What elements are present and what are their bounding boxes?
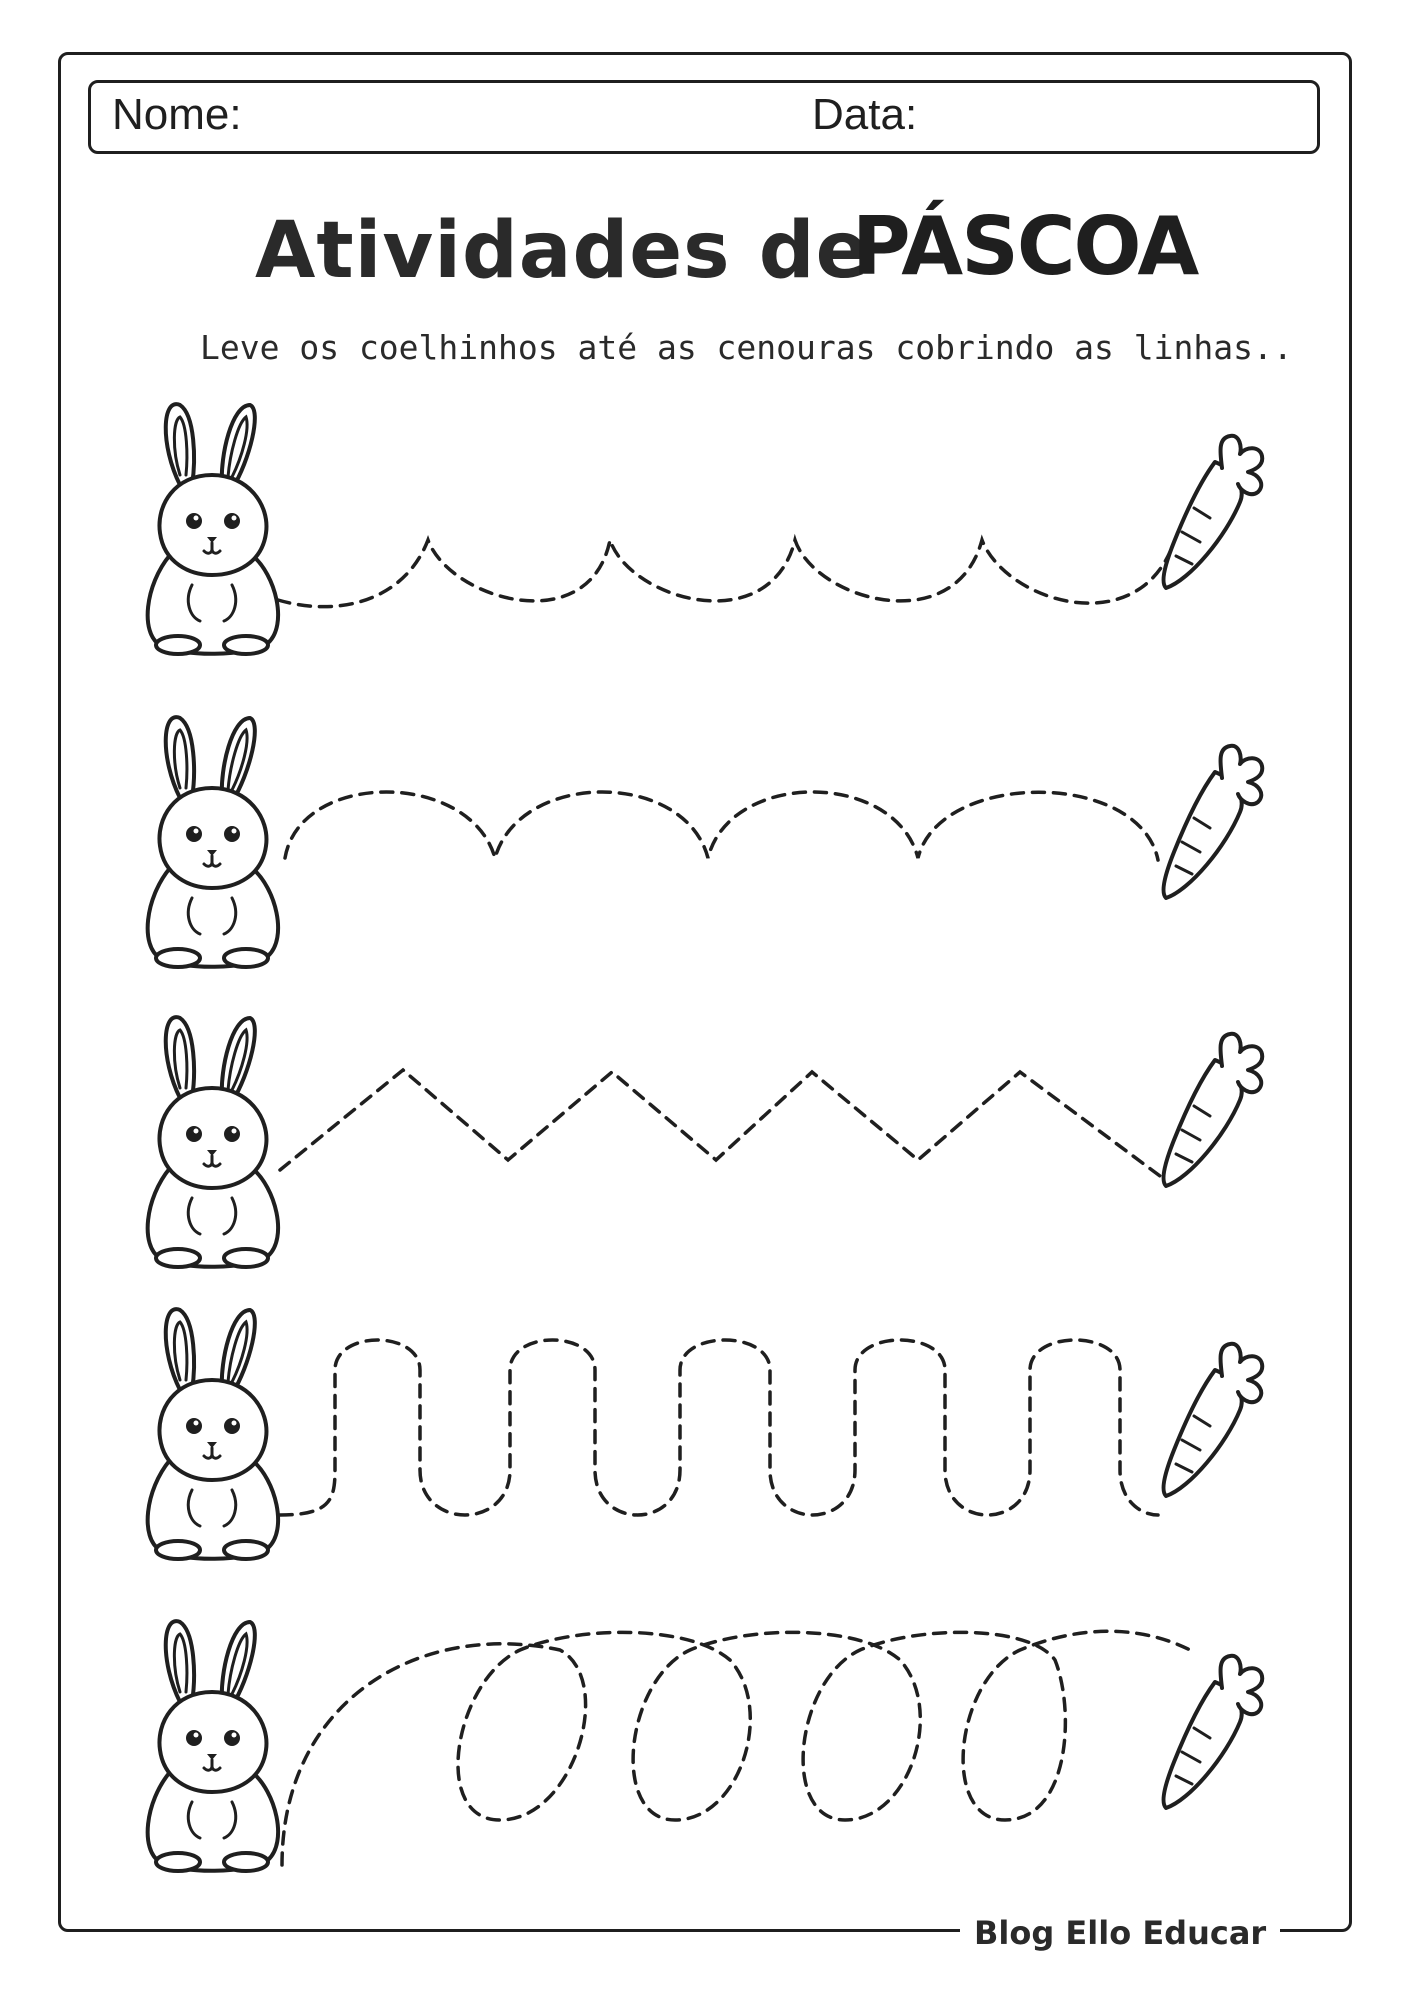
carrot-icon bbox=[1164, 1034, 1263, 1186]
bunny-icon bbox=[148, 404, 278, 654]
trace-path-2 bbox=[285, 792, 1158, 860]
carrot-icon bbox=[1164, 1656, 1263, 1808]
page-title: Atividades de bbox=[255, 206, 870, 296]
title-highlight: PÁSCOA bbox=[852, 200, 1198, 293]
carrot-icon bbox=[1164, 436, 1263, 588]
carrot-icon bbox=[1164, 746, 1263, 898]
carrot-icon bbox=[1164, 1344, 1263, 1496]
bunny-icon bbox=[148, 1621, 278, 1871]
name-label: Nome: bbox=[112, 90, 242, 139]
trace-path-1 bbox=[278, 540, 1170, 607]
trace-path-4 bbox=[280, 1340, 1158, 1515]
trace-path-3 bbox=[280, 1070, 1160, 1176]
bunny-icon bbox=[148, 717, 278, 967]
bunny-icon bbox=[148, 1017, 278, 1267]
date-label: Data: bbox=[812, 90, 918, 139]
bunny-icon bbox=[148, 1309, 278, 1559]
trace-path-5 bbox=[282, 1631, 1190, 1865]
footer-credit: Blog Ello Educar bbox=[960, 1914, 1280, 1952]
instructions: Leve os coelhinhos até as cenouras cobrindo as linhas.. bbox=[200, 328, 1293, 367]
